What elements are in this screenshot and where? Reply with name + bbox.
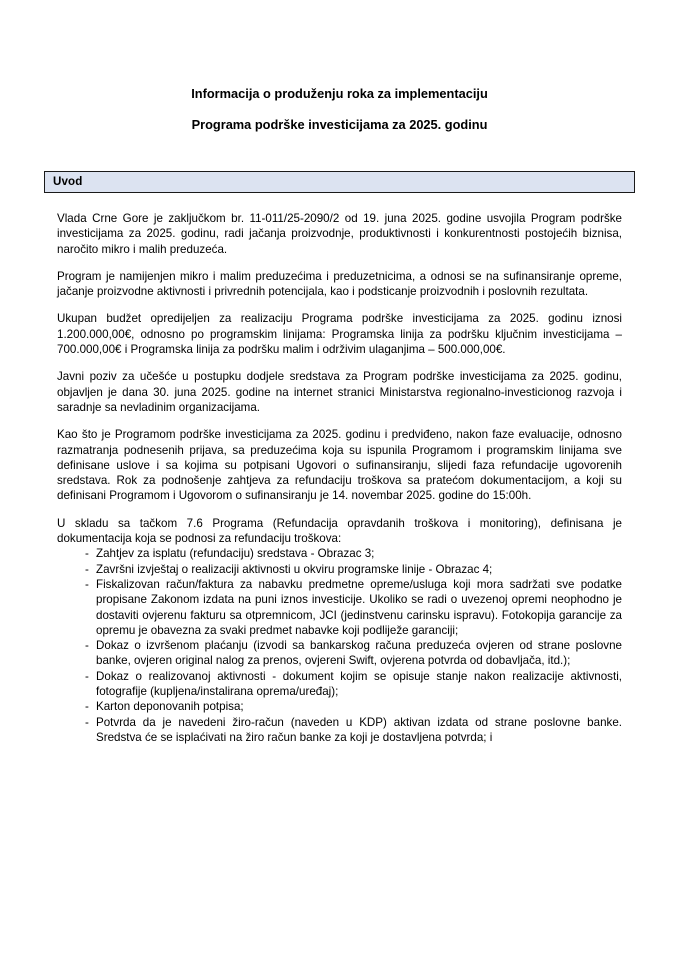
list-item: - Dokaz o realizovanoj aktivnosti ‐ dokument kojim se opisuje stanje nakon realizacije aktivnosti, fotografije (kupljena/instalirana oprema/uređaj); (85, 669, 622, 700)
paragraph-budget: Ukupan budžet opredijeljen za realizaciju Programa podrške investicijama za 2025. godinu iznosi 1.200.000,00€, odnosno po programskim linijama: Programska linija za podršku ključnim investicijama – 700.000,00€ i Programska linija za podršku malim i održivim ulaganjima – 500.000,00€. (57, 312, 622, 357)
document-body (44, 211, 635, 745)
paragraph-refund-deadline: Kao što je Programom podrške investicijama za 2025. godinu i predviđeno, nakon faze evaluacije, odnosno razmatranja podnesenih prijava, sa preduzećima koja su ispunila Programom i programskim linijama sve definisane uslove i sa kojima su potpisani Ugovori o sufinansiranju, slijedi faza refundacije ugovorenih sredstava. Rok za podnošenje zahtjeva za refundaciju troškova sa pratećom dokumentacijom, a koji su definisani Programom i Ugovorom o sufinansiranju je 14. novembar 2025. godine do 15:00h. (57, 428, 622, 503)
section-header-label: Uvod (53, 175, 83, 189)
paragraph-intro-adoption: Vlada Crne Gore je zaključkom br. 11-011/25-2090/2 od 19. juna 2025. godine usvojila Program podrške investicijama za 2025. godinu, radi jačanja proizvodnje, produktivnosti i konkurentnosti postojećih biznisa, naročito mikro i malih preduzeća. (57, 211, 622, 256)
paragraph-public-call: Javni poziv za učešće u postupku dodjele sredstava za Program podrške investicijama za 2025. godinu, objavljen je dana 30. juna 2025. godine na internet stranici Ministarstva regionalno-investicionog razvoja i saradnje sa nevladinim organizacijama. (57, 370, 622, 414)
document-title (44, 0, 635, 133)
list-item: - Fiskalizovan račun/faktura za nabavku predmetne opreme/usluga koji mora sadržati sve podatke propisane Zakonom izdata na puni iznos investicije. Ukoliko se radi o uvezenoj opremi neophodno je dostaviti ovjerenu fakturu sa otpremnicom, JCI (jedinstvenu carinsku ispravu). Fotokopija garancije za opremu je obavezna za svaki predmet nabavke koji podliježe garanciji; (85, 577, 622, 638)
documentation-list (57, 546, 622, 745)
section-header-uvod (44, 171, 635, 193)
document-title-line-1: Informacija o produženju roka za implementaciju (191, 86, 488, 101)
list-item: - Zahtjev za isplatu (refundaciju) sredstava - Obrazac 3; (85, 546, 622, 561)
list-item: - Karton deponovanih potpisa; (85, 699, 622, 714)
document-title-line-2: Programa podrške investicijama za 2025. godinu (191, 116, 488, 132)
list-item: - Potvrda da je navedeni žiro-račun (naveden u KDP) aktivan izdata od strane poslovne banke. Sredstva će se isplaćivati na žiro račun banke za koji je dostavljena potvrda; i (85, 715, 622, 746)
paragraph-program-purpose: Program je namijenjen mikro i malim preduzećima i preduzetnicima, a odnosi se na sufinansiranje opreme, jačanje proizvodne aktivnosti i privrednih potencijala, kao i podsticanje proizvodnih i poslovnih rezultata. (57, 269, 622, 299)
list-item: - Završni izvještaj o realizaciji aktivnosti u okviru programske linije ‐ Obrazac 4; (85, 562, 622, 577)
paragraph-documentation-intro: U skladu sa tačkom 7.6 Programa (Refundacija opravdanih troškova i monitoring), definisana je dokumentacija koja se podnosi za refundaciju troškova: (57, 516, 622, 546)
list-item: - Dokaz o izvršenom plaćanju (izvodi sa bankarskog računa preduzeća ovjeren od strane poslovne banke, ovjeren original nalog za prenos, ovjereni Swift, ovjerena potvrda od dobavljača, itd.); (85, 638, 622, 669)
